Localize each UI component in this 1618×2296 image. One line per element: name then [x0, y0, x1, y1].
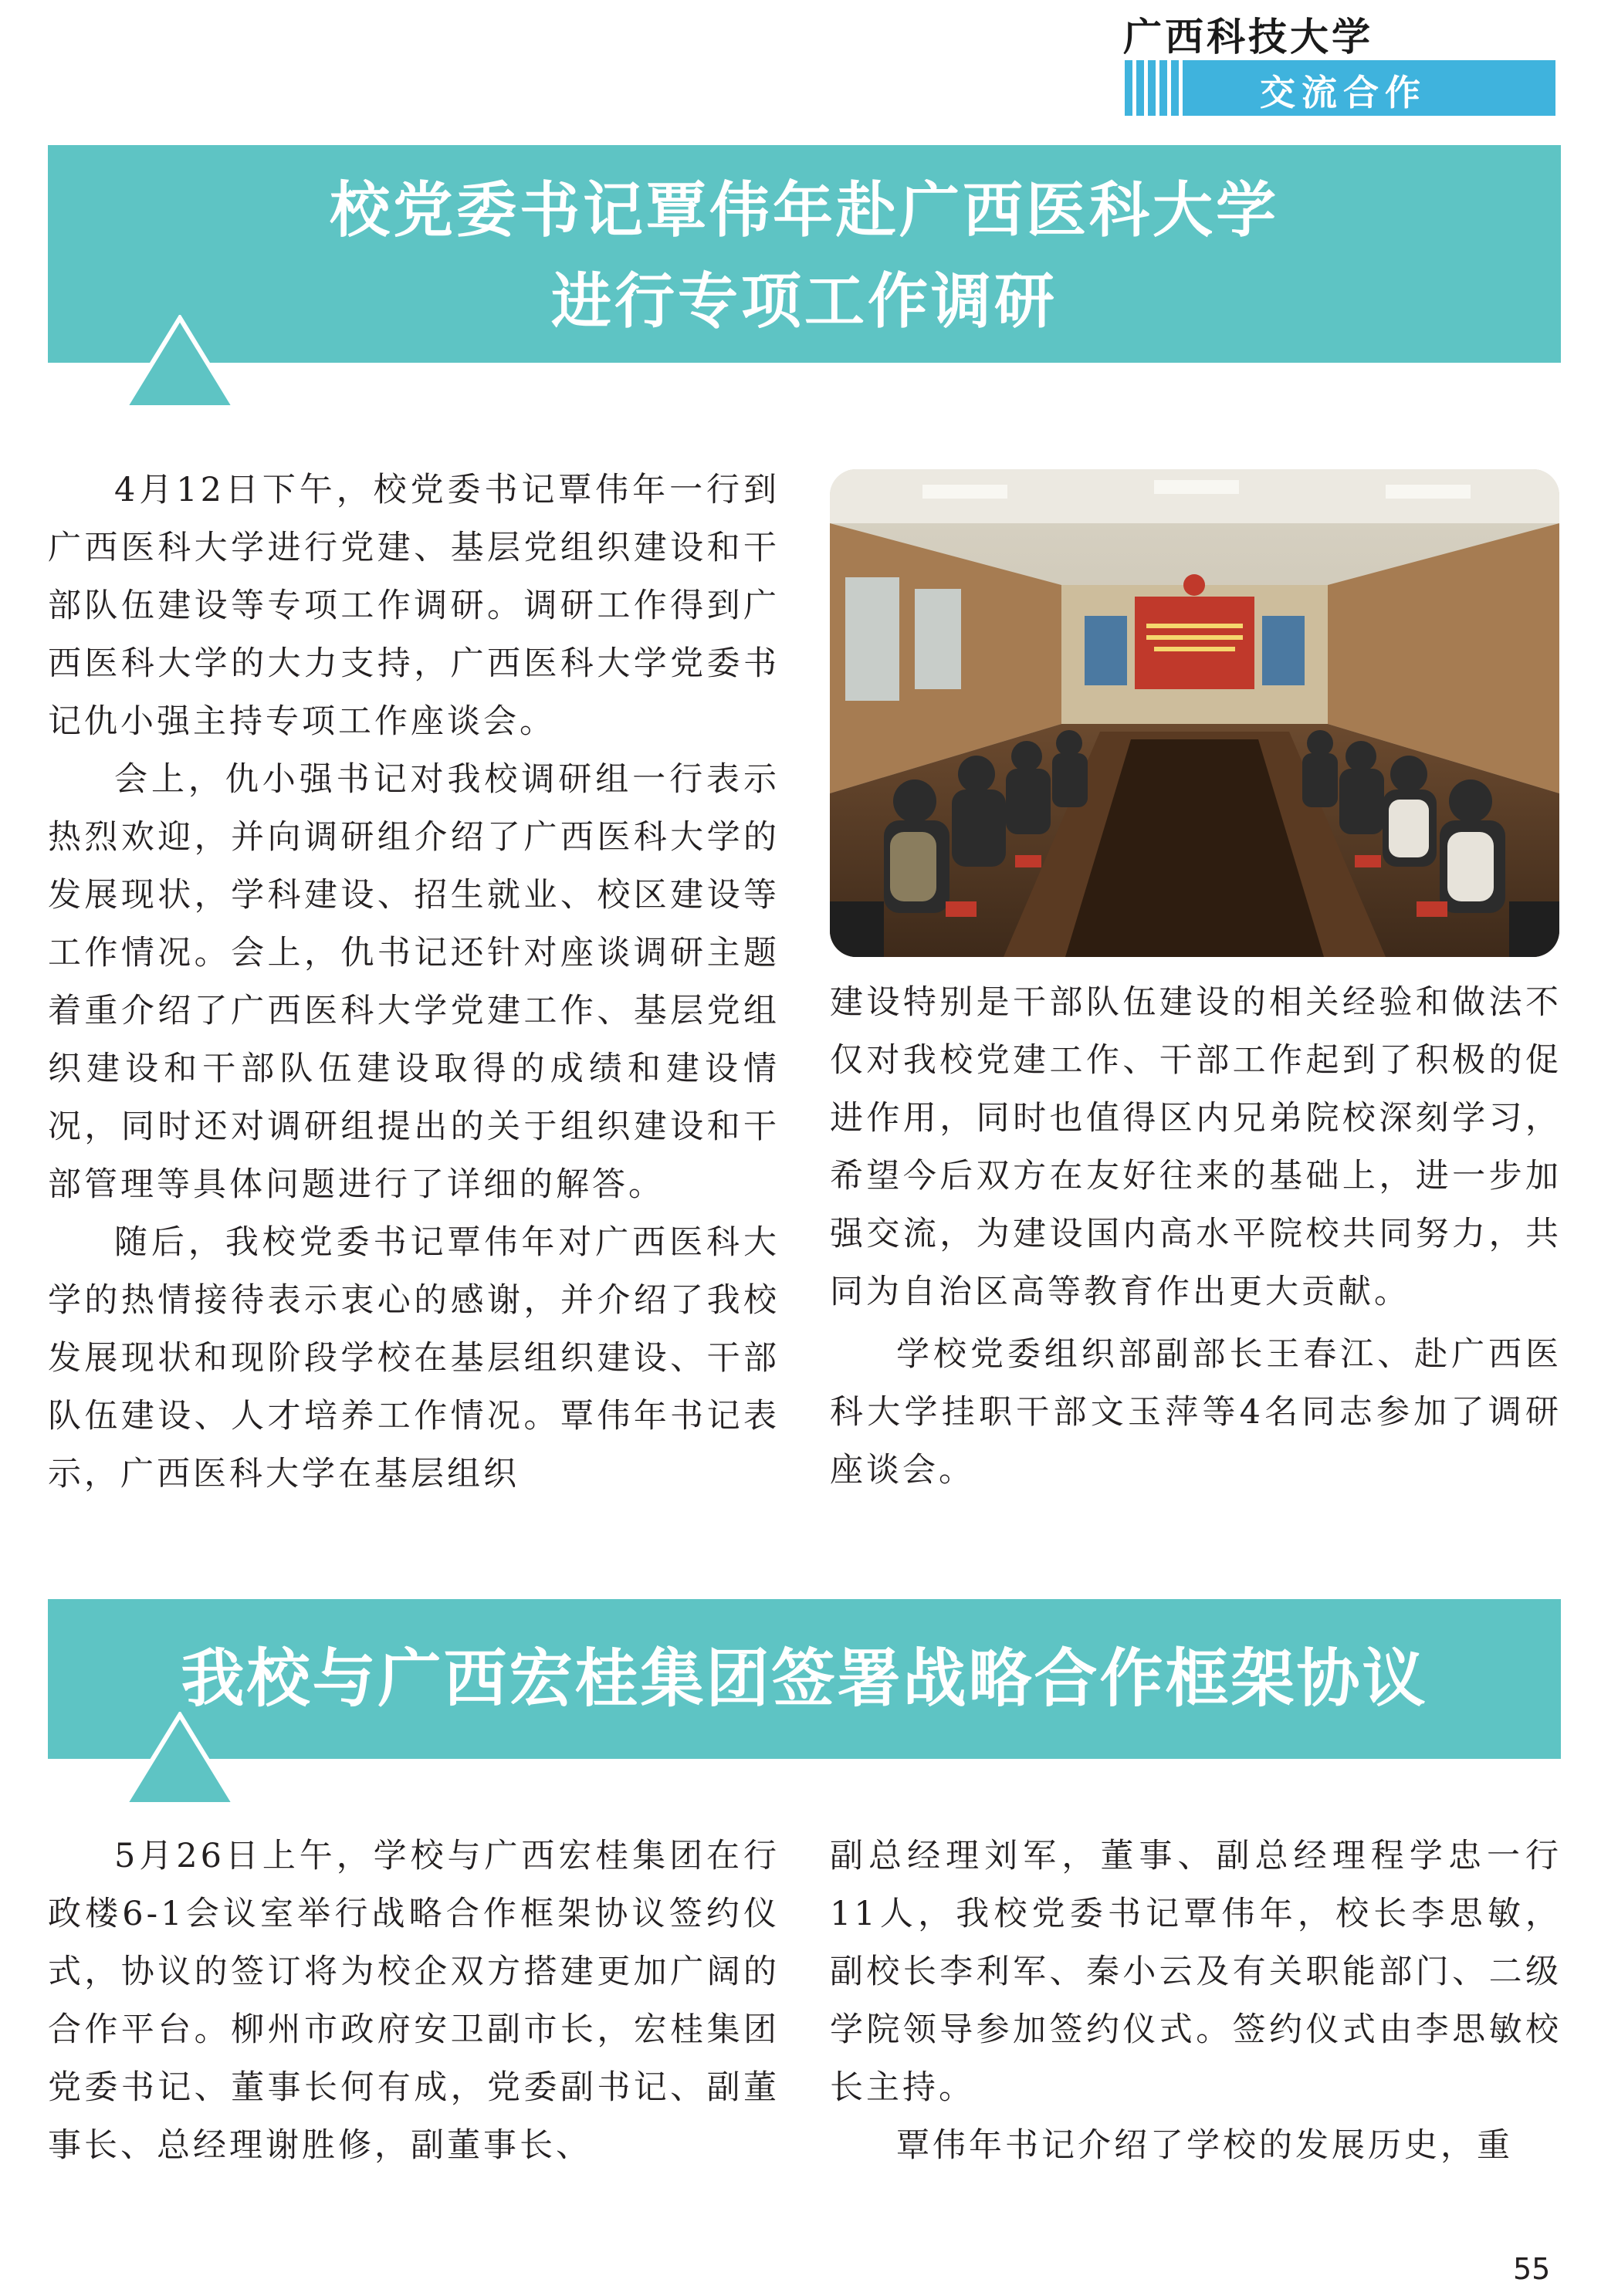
article2-right-column: [830, 1828, 1562, 2175]
article1-paragraph: 会上，仇小强书记对我校调研组一行表示热烈欢迎，并向调研组介绍了广西医科大学的发展现状，学科建设、招生就业、校区建设等工作情况。会上，仇书记还针对座谈调研主题着重介绍了广西医科大学党建工作、基层党组织建设和干部队伍建设取得的成绩和建设情况，同时还对调研组提出的关于组织建设和干部管理等具体问题进行了详细的解答。: [48, 760, 780, 1204]
meeting-photo: [830, 469, 1559, 957]
article2-title: 我校与广西宏桂集团签署战略合作框架协议: [181, 1642, 1428, 1716]
article1-paragraph: 学校党委组织部副部长王春江、赴广西医科大学挂职干部文玉萍等4名同志参加了调研座谈会。: [830, 1335, 1562, 1490]
page-number: 55: [1513, 2252, 1551, 2286]
article2-title-banner: [48, 1599, 1561, 1759]
article1-title-line1: 校党委书记覃伟年赴广西医科大学: [329, 175, 1279, 245]
article2-left-column: [48, 1828, 780, 2175]
article1-triangle-icon: [122, 315, 238, 411]
header-university-name: 广西科技大学: [1123, 14, 1373, 59]
header-section-label: 交流合作: [1260, 72, 1427, 113]
meeting-room-illustration: [830, 469, 1559, 957]
article2-paragraph: 覃伟年书记介绍了学校的发展历史，重: [896, 2126, 1513, 2165]
article1-right-column: [830, 974, 1562, 1500]
header-section-bar: [1125, 60, 1555, 116]
article2-paragraph: 5月26日上午，学校与广西宏桂集团在行政楼6-1会议室举行战略合作框架协议签约仪式，协议的签订将为校企双方搭建更加广阔的合作平台。柳州市政府安卫副市长，宏桂集团党委书记、董事长何有成，党委副书记、副董事长、总经理谢胜修，副董事长、: [48, 1837, 780, 2165]
article1-paragraph: 建设特别是干部队伍建设的相关经验和做法不仅对我校党建工作、干部工作起到了积极的促进作用，同时也值得区内兄弟院校深刻学习，希望今后双方在友好往来的基础上，进一步加强交流，为建设国内高水平院校共同努力，共同为自治区高等教育作出更大贡献。: [830, 983, 1562, 1311]
article1-left-column: [48, 462, 780, 1503]
article1-title-line2: 进行专项工作调研: [550, 266, 1058, 336]
article1-paragraph: 随后，我校党委书记覃伟年对广西医科大学的热情接待表示衷心的感谢，并介绍了我校发展现状和现阶段学校在基层组织建设、干部队伍建设、人才培养工作情况。覃伟年书记表示，广西医科大学在基层组织: [48, 1223, 780, 1493]
article2-triangle-icon: [122, 1712, 238, 1807]
article1-paragraph: 4月12日下午，校党委书记覃伟年一行到广西医科大学进行党建、基层党组织建设和干部队伍建设等专项工作调研。调研工作得到广西医科大学的大力支持，广西医科大学党委书记仇小强主持专项工作座谈会。: [48, 471, 780, 741]
header-stripes: [1125, 60, 1194, 116]
article1-title-banner: [48, 145, 1561, 363]
article2-paragraph: 副总经理刘军，董事、副总经理程学忠一行11人，我校党委书记覃伟年，校长李思敏，副校长李利军、秦小云及有关职能部门、二级学院领导参加签约仪式。签约仪式由李思敏校长主持。: [830, 1837, 1562, 2107]
